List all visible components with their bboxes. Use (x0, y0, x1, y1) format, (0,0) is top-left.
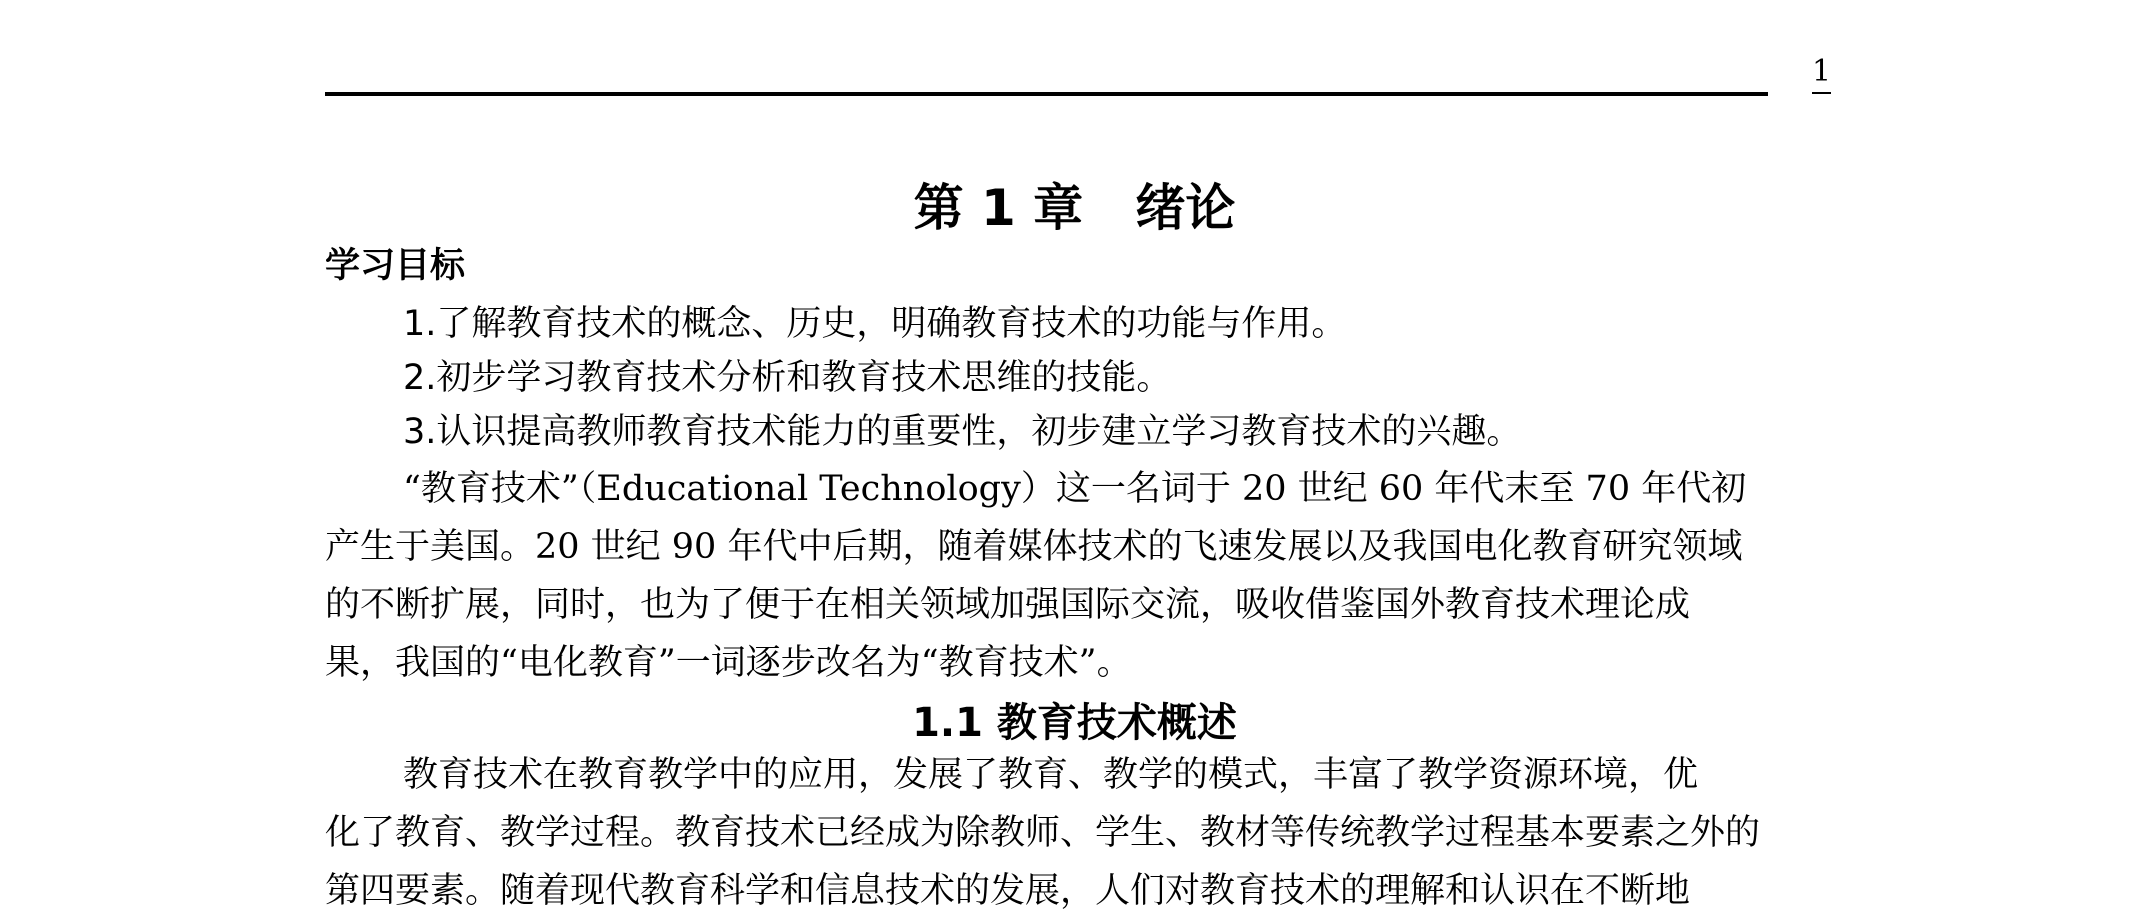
section-paragraph-line: 第四要素。随着现代教育科学和信息技术的发展，人们对教育技术的理解和认识在不断地 (325, 871, 1691, 911)
page-number: 1 (1812, 54, 1831, 94)
intro-paragraph-line: 果，我国的“电化教育”一词逐步改名为“教育技术”。 (325, 643, 1132, 683)
header-rule (325, 92, 1768, 96)
objective-item-3: 3.认识提高教师教育技术能力的重要性，初步建立学习教育技术的兴趣。 (403, 412, 1522, 452)
chapter-title: 第 1 章 绪论 (913, 179, 1236, 237)
section-paragraph-line: 教育技术在教育教学中的应用，发展了教育、教学的模式，丰富了教学资源环境，优 (403, 755, 1699, 795)
objectives-heading: 学习目标 (325, 246, 466, 286)
section-title: 1.1 教育技术概述 (912, 700, 1237, 746)
intro-paragraph-line: “教育技术”（Educational Technology）这一名词于 20 世纪 60 年代末至 70 年代初 (403, 469, 1747, 509)
objective-item-1: 1.了解教育技术的概念、历史，明确教育技术的功能与作用。 (403, 304, 1347, 344)
intro-paragraph-line: 产生于美国。20 世纪 90 年代中后期，随着媒体技术的飞速发展以及我国电化教育研究领域 (325, 527, 1743, 567)
section-paragraph-line: 化了教育、教学过程。教育技术已经成为除教师、学生、教材等传统教学过程基本要素之外的 (325, 813, 1761, 853)
intro-paragraph-line: 的不断扩展，同时，也为了便于在相关领域加强国际交流，吸收借鉴国外教育技术理论成 (325, 585, 1691, 625)
objective-item-2: 2.初步学习教育技术分析和教育技术思维的技能。 (403, 358, 1172, 398)
